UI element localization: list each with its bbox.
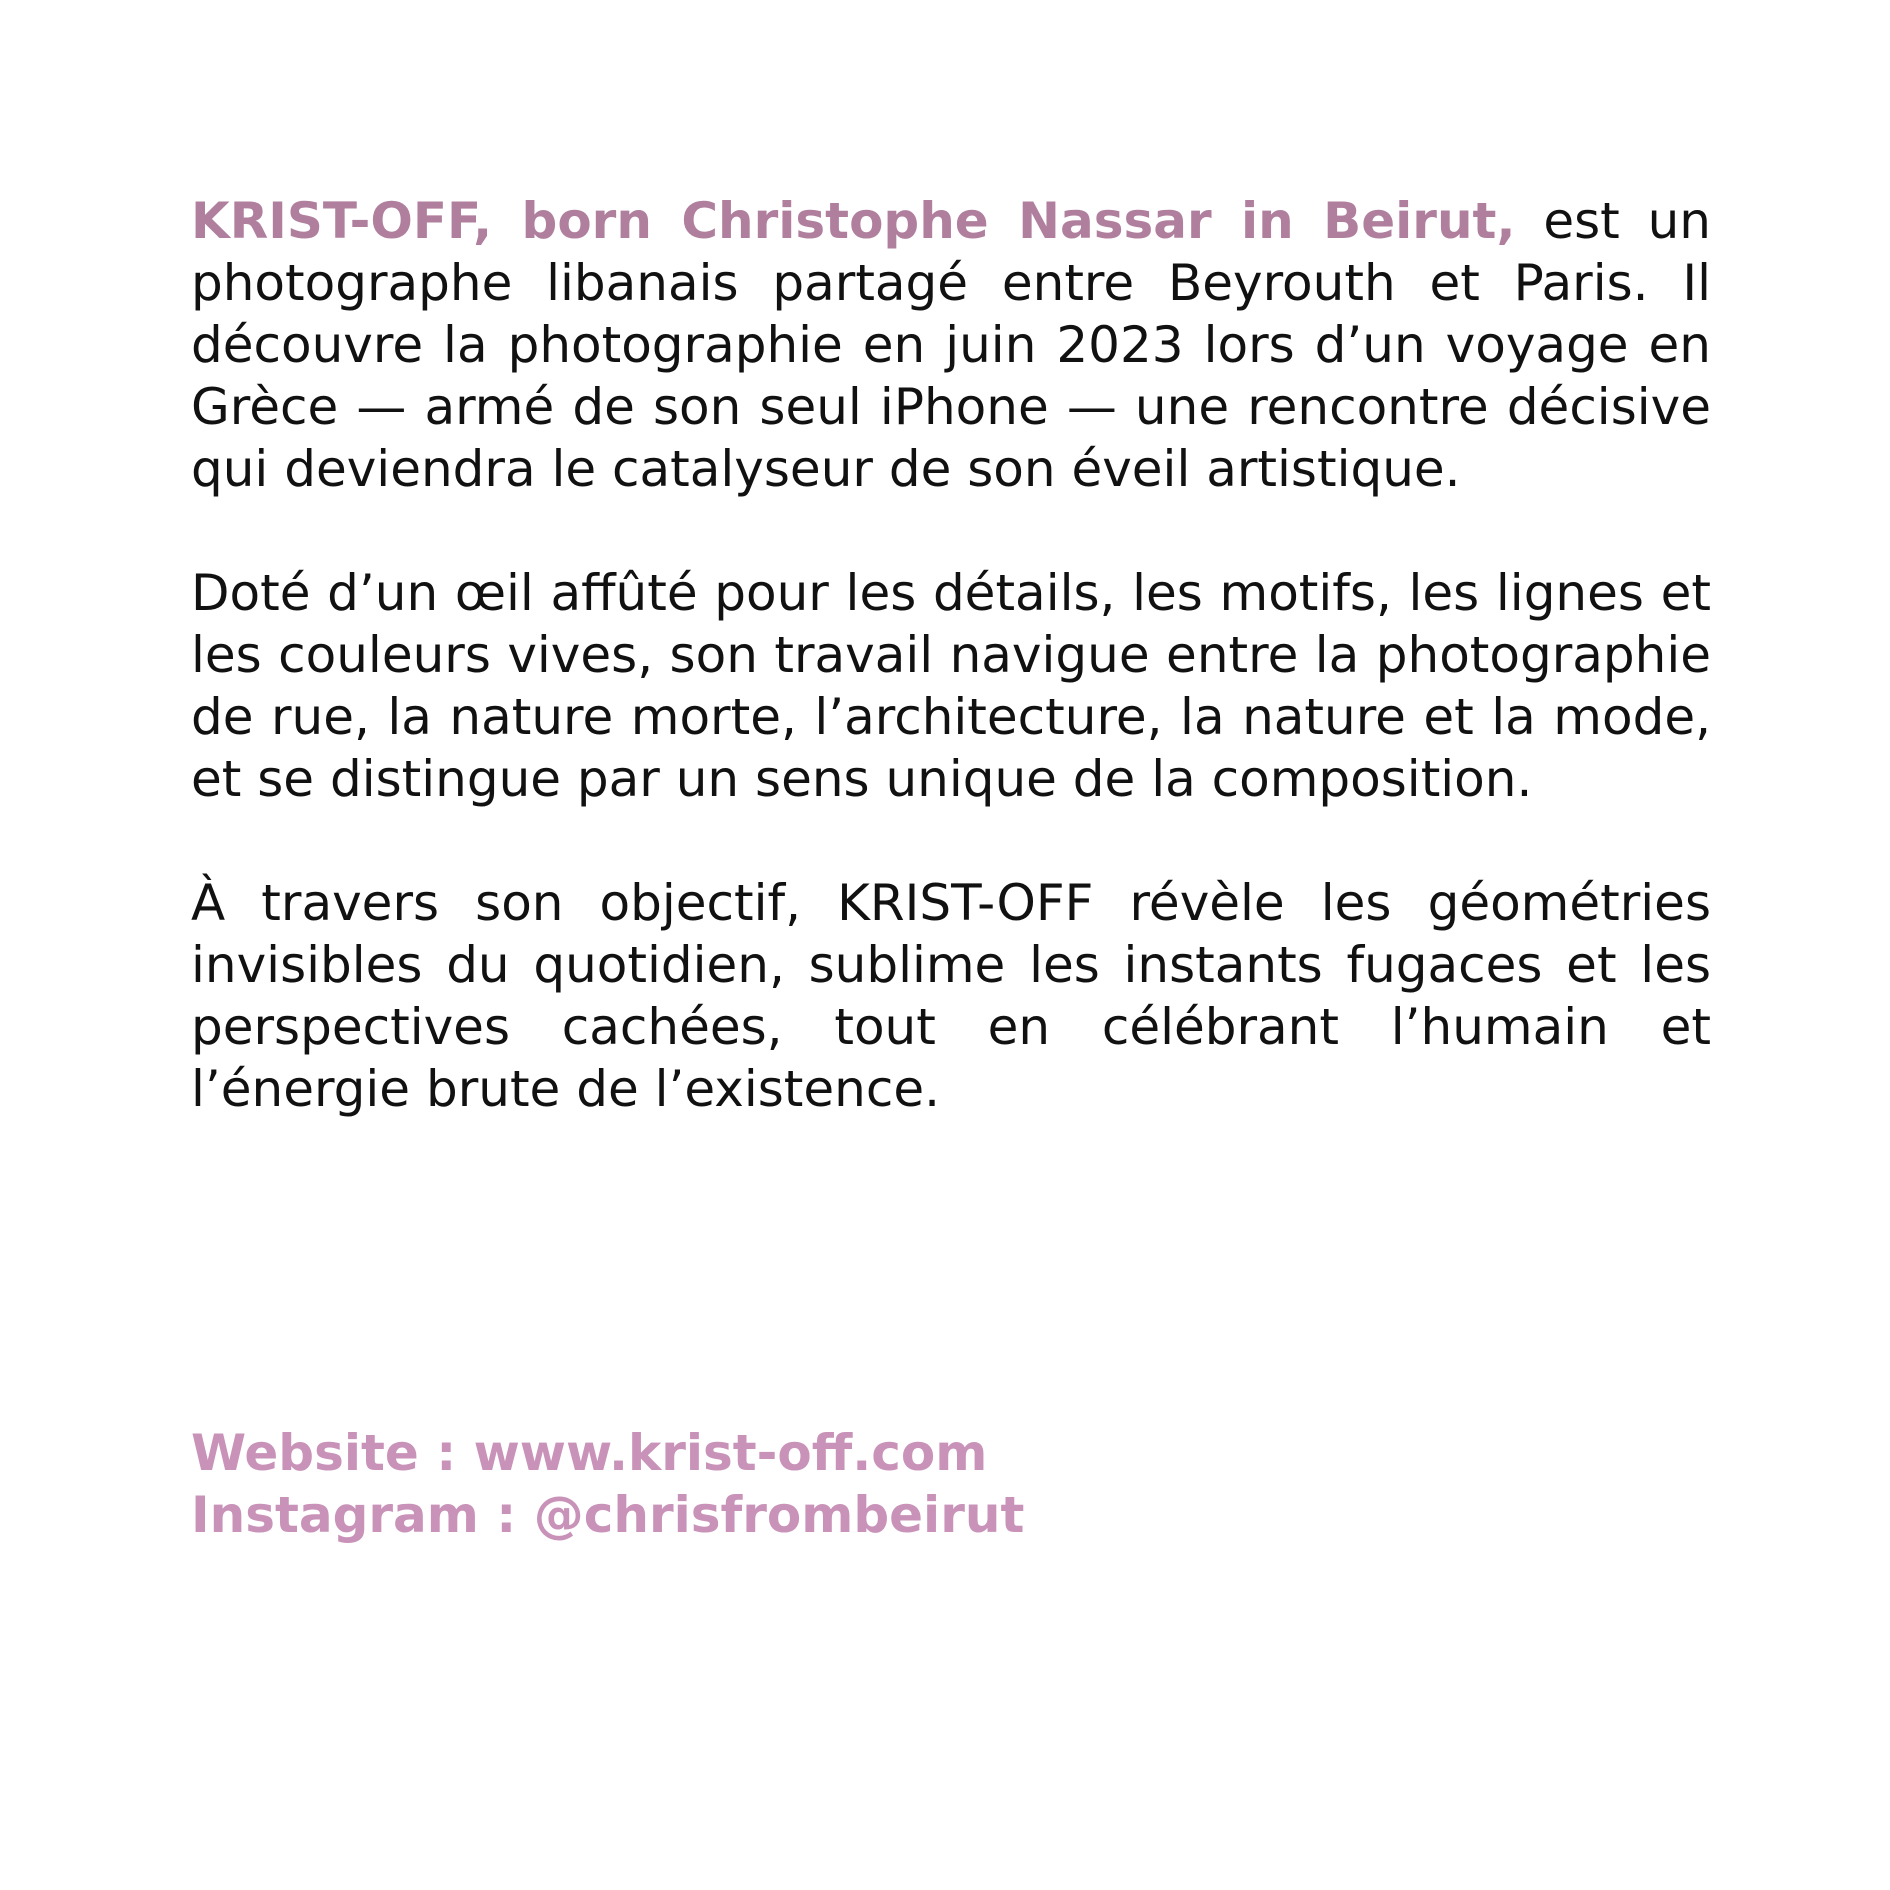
bio-paragraph-1 [191, 190, 1711, 500]
artist-name-intro: KRIST-OFF, born Christophe Nassar in Beirut, [191, 192, 1516, 250]
bio-paragraph-2: Doté d’un œil affûté pour les détails, les motifs, les lignes et les couleurs vives, son travail navigue entre la photographie de rue, la nature morte, l’architecture, la nature et la mode, et se distingue par un sens unique de la composition. [191, 564, 1711, 808]
instagram-label: Instagram : [191, 1486, 534, 1544]
website-link[interactable]: www.krist-off.com [473, 1424, 988, 1482]
website-line [191, 1422, 1591, 1484]
instagram-line [191, 1484, 1591, 1546]
bio-text [191, 190, 1711, 1120]
bio-paragraph-1-text: est un photographe libanais partagé entre Beyrouth et Paris. Il découvre la photographie en juin 2023 lors d’un voyage en Grèce — armé de son seul iPhone — une rencontre décisive qui deviendra le catalyseur de son éveil artistique. [191, 192, 1711, 498]
contact-info [191, 1422, 1591, 1546]
instagram-handle-link[interactable]: @chrisfrombeirut [533, 1486, 1025, 1544]
website-label: Website : [191, 1424, 474, 1482]
bio-paragraph-3: À travers son objectif, KRIST-OFF révèle les géométries invisibles du quotidien, sublime les instants fugaces et les perspectives cachées, tout en célébrant l’humain et l’énergie brute de l’existence. [191, 874, 1711, 1118]
